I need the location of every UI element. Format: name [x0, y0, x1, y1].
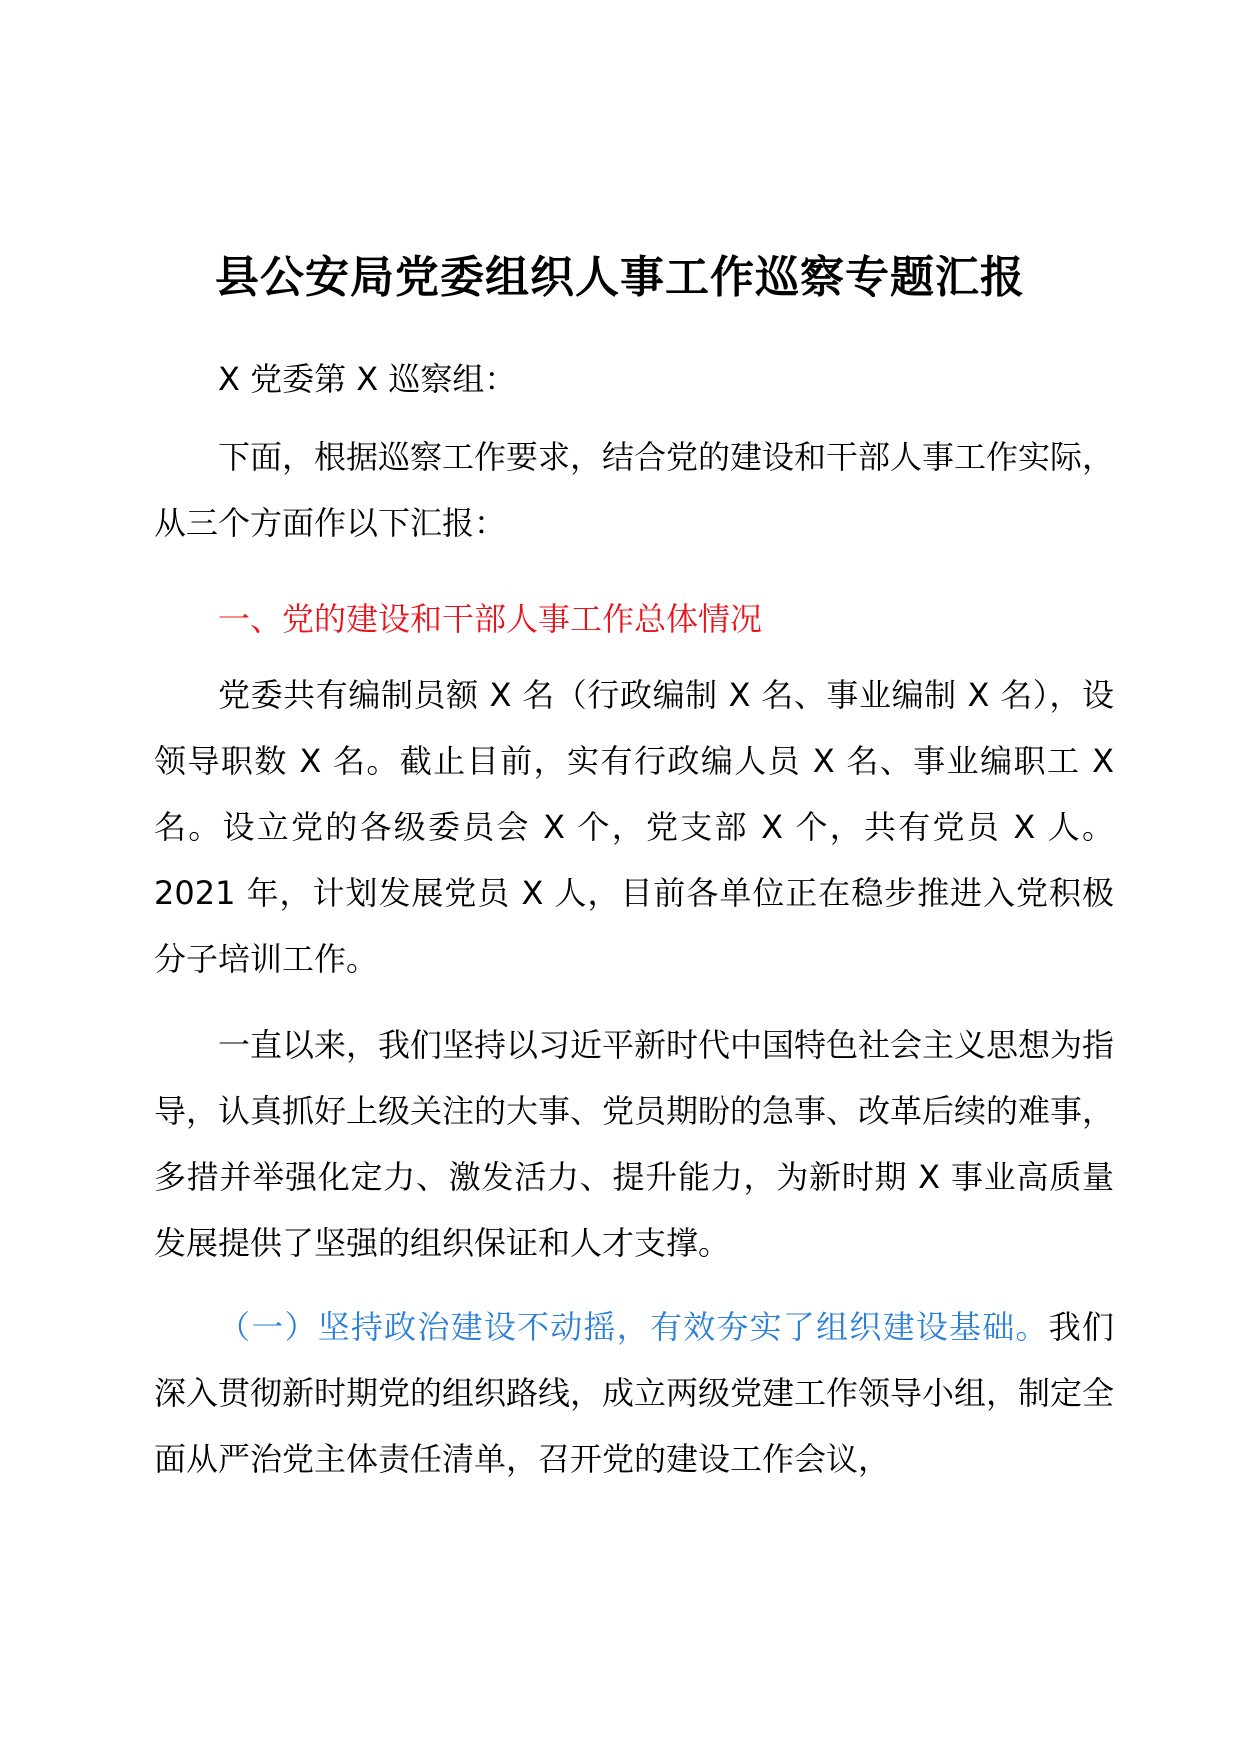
intro-paragraph: 下面，根据巡察工作要求，结合党的建设和干部人事工作实际，从三个方面作以下汇报： — [154, 438, 1115, 542]
guidance-paragraph: 一直以来，我们坚持以习近平新时代中国特色社会主义思想为指导，认真抓好上级关注的大事、党员期盼的急事、改革后续的难事，多措并举强化定力、激发活力、提升能力，为新时期 X 事业高质量发展提供了坚强的组织保证和人才支撑。 — [154, 1026, 1115, 1262]
document-title: 县公安局党委组织人事工作巡察专题汇报 — [215, 252, 1025, 303]
subsection-paragraph — [154, 1294, 1114, 1492]
overview-paragraph: 党委共有编制员额 X 名（行政编制 X 名、事业编制 X 名），设领导职数 X 名。截止目前，实有行政编人员 X 名、事业编职工 X 名。设立党的各级委员会 X 个，党支部 X 个，共有党员 X 人。2021 年，计划发展党员 X 人，目前各单位正在稳步推进入党积极分子培训工作。 — [154, 676, 1114, 978]
subsection-heading-political: （一）坚持政治建设不动摇，有效夯实了组织建设基础。 — [218, 1308, 1049, 1346]
salutation: X 党委第 X 巡察组： — [218, 360, 517, 398]
subsection-text: 我们深入贯彻新时期党的组织路线，成立两级党建工作领导小组，制定全面从严治党主体责任清单，召开党的建设工作会议， — [154, 1308, 1115, 1478]
section-heading-overall: 一、党的建设和干部人事工作总体情况 — [218, 600, 763, 638]
